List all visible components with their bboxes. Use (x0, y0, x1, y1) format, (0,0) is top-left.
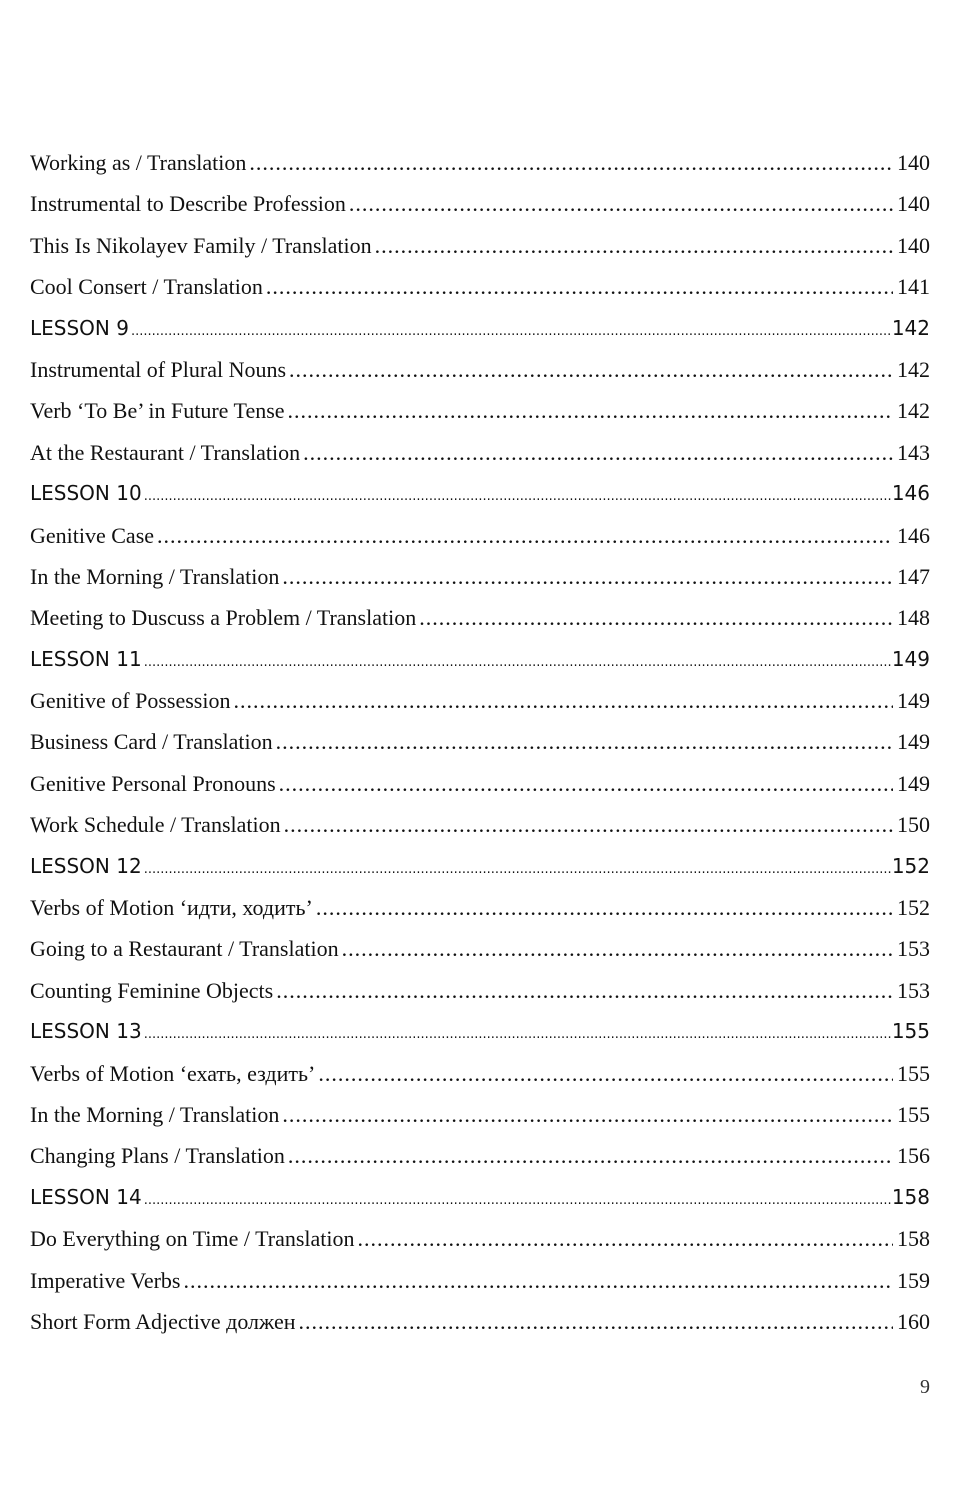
toc-entry[interactable] (30, 1260, 930, 1301)
toc-entry-title: LESSON 12 (30, 853, 142, 878)
dot-leader (349, 183, 893, 224)
toc-entry-page: 141 (897, 274, 930, 300)
dot-leader (419, 597, 893, 638)
toc-entry-title: Changing Plans / Translation (30, 1143, 285, 1169)
dot-leader (144, 1180, 892, 1218)
toc-entry-page: 155 (891, 1019, 930, 1044)
dot-leader (249, 142, 893, 183)
toc-entry[interactable] (30, 804, 930, 845)
toc-entry-title: LESSON 14 (30, 1184, 142, 1209)
dot-leader (318, 1053, 893, 1094)
table-of-contents (30, 142, 930, 1342)
toc-entry[interactable] (30, 1301, 930, 1342)
toc-entry-title: Meeting to Duscuss a Problem / Translation (30, 605, 417, 631)
dot-leader (282, 556, 893, 597)
toc-entry-page: 149 (897, 770, 930, 796)
toc-entry-page: 142 (897, 398, 930, 424)
toc-entry-page: 149 (897, 729, 930, 755)
dot-leader (276, 721, 893, 762)
toc-entry-title: Working as / Translation (30, 150, 247, 175)
toc-entry-title: Counting Feminine Objects (30, 977, 274, 1003)
toc-entry[interactable] (30, 556, 930, 597)
dot-leader (288, 1135, 893, 1176)
toc-entry-page: 155 (897, 1101, 930, 1127)
toc-entry-page: 150 (897, 812, 930, 838)
dot-leader (316, 887, 893, 928)
toc-entry-page: 143 (897, 439, 930, 465)
toc-entry-page: 158 (897, 1226, 930, 1252)
toc-entry-page: 142 (891, 315, 930, 340)
toc-entry-title: Short Form Adjective должен (30, 1308, 296, 1334)
toc-lesson-heading[interactable] (30, 473, 930, 514)
toc-lesson-heading[interactable] (30, 1011, 930, 1052)
dot-leader (298, 1301, 893, 1342)
toc-entry-title: Verb ‘To Be’ in Future Tense (30, 398, 285, 424)
toc-entry-title: Verbs of Motion ‘идти, ходить’ (30, 895, 313, 921)
dot-leader (284, 804, 893, 845)
toc-entry[interactable] (30, 390, 930, 431)
toc-lesson-heading[interactable] (30, 1177, 930, 1218)
dot-leader (358, 1218, 893, 1259)
toc-entry[interactable] (30, 680, 930, 721)
dot-leader (157, 515, 893, 556)
toc-entry-title: Cool Consert / Translation (30, 274, 263, 300)
toc-entry-title: Do Everything on Time / Translation (30, 1226, 355, 1252)
dot-leader (144, 476, 892, 514)
toc-entry[interactable] (30, 763, 930, 804)
toc-entry-title: LESSON 10 (30, 481, 142, 506)
toc-entry-title: Work Schedule / Translation (30, 812, 281, 838)
toc-entry[interactable] (30, 1094, 930, 1135)
dot-leader (233, 680, 893, 721)
toc-entry-title: Business Card / Translation (30, 729, 273, 755)
toc-entry-title: This Is Nikolayev Family / Translation (30, 232, 372, 258)
toc-entry[interactable] (30, 1218, 930, 1259)
toc-entry-title: LESSON 11 (30, 646, 142, 671)
toc-entry-page: 140 (897, 232, 930, 258)
toc-lesson-heading[interactable] (30, 308, 930, 349)
dot-leader (342, 928, 893, 969)
dot-leader (279, 763, 893, 804)
toc-lesson-heading[interactable] (30, 846, 930, 887)
toc-entry-page: 146 (891, 481, 930, 506)
toc-entry-page: 149 (897, 688, 930, 714)
toc-entry-page: 156 (897, 1143, 930, 1169)
toc-entry-page: 153 (897, 977, 930, 1003)
toc-entry-title: Going to a Restaurant / Translation (30, 936, 339, 962)
toc-entry-page: 155 (897, 1060, 930, 1086)
toc-entry[interactable] (30, 225, 930, 266)
toc-entry-page: 140 (897, 150, 930, 175)
toc-entry-title: Instrumental to Describe Profession (30, 191, 346, 217)
dot-leader (144, 849, 892, 887)
dot-leader (184, 1260, 894, 1301)
toc-entry-title: LESSON 9 (30, 315, 129, 340)
toc-entry[interactable] (30, 349, 930, 390)
toc-entry-page: 159 (897, 1267, 930, 1293)
toc-entry-page: 147 (897, 563, 930, 589)
toc-entry-page: 152 (891, 853, 930, 878)
toc-entry-title: In the Morning / Translation (30, 1101, 280, 1127)
toc-entry[interactable] (30, 266, 930, 307)
toc-entry-title: Imperative Verbs (30, 1267, 181, 1293)
toc-entry-title: Genitive Case (30, 522, 155, 548)
toc-entry-title: Genitive Personal Pronouns (30, 770, 276, 796)
toc-entry[interactable] (30, 1053, 930, 1094)
toc-entry-title: Instrumental of Plural Nouns (30, 356, 287, 382)
dot-leader (303, 432, 893, 473)
toc-entry-page: 153 (897, 936, 930, 962)
dot-leader (266, 266, 893, 307)
dot-leader (288, 390, 893, 431)
toc-entry[interactable] (30, 928, 930, 969)
dot-leader (289, 349, 893, 390)
toc-entry[interactable] (30, 1135, 930, 1176)
toc-entry-page: 149 (891, 646, 930, 671)
toc-lesson-heading[interactable] (30, 639, 930, 680)
toc-entry-page: 140 (897, 191, 930, 217)
dot-leader (282, 1094, 893, 1135)
toc-entry[interactable] (30, 597, 930, 638)
dot-leader (144, 1014, 892, 1052)
toc-entry-page: 148 (897, 605, 930, 631)
dot-leader (131, 311, 892, 349)
toc-entry-title: At the Restaurant / Translation (30, 439, 301, 465)
toc-entry[interactable] (30, 515, 930, 556)
dot-leader (375, 225, 893, 266)
toc-entry[interactable] (30, 721, 930, 762)
toc-entry-title: Genitive of Possession (30, 688, 231, 714)
dot-leader (144, 642, 892, 680)
toc-entry[interactable] (30, 887, 930, 928)
toc-entry-page: 160 (897, 1308, 930, 1334)
toc-entry-title: LESSON 13 (30, 1019, 142, 1044)
toc-entry-title: In the Morning / Translation (30, 563, 280, 589)
toc-entry[interactable] (30, 142, 930, 183)
toc-entry-page: 152 (897, 895, 930, 921)
toc-entry-page: 158 (891, 1184, 930, 1209)
toc-entry[interactable] (30, 183, 930, 224)
dot-leader (276, 970, 893, 1011)
toc-entry[interactable] (30, 432, 930, 473)
toc-entry-page: 142 (897, 356, 930, 382)
toc-entry-title: Verbs of Motion ‘ехать, ездить’ (30, 1060, 316, 1086)
toc-entry[interactable] (30, 970, 930, 1011)
page-number: 9 (920, 1376, 930, 1398)
toc-entry-page: 146 (897, 522, 930, 548)
